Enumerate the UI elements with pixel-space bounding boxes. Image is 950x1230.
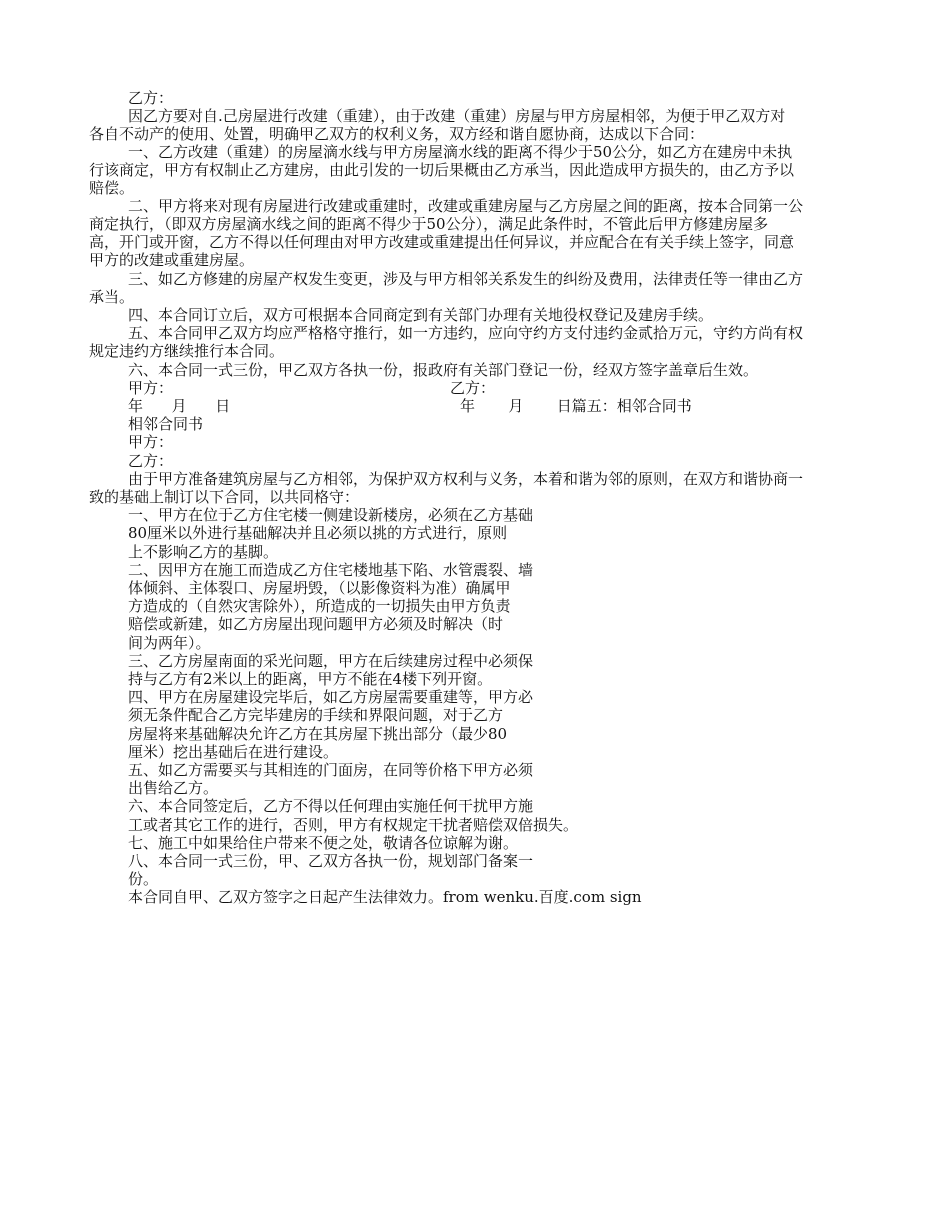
preamble-line-2: 各自不动产的使用、处置，明确甲乙双方的权利义务，双方经和谐自愿协商，达成以下合同：: [89, 125, 705, 143]
party-a-label: 甲方：: [128, 433, 174, 451]
intro-line-2: 致的基础上制订以下合同，以共同格守：: [89, 488, 360, 506]
clause-2-line-2: 商定执行，（即双方房屋滴水线之间的距离不得少于50公分），满足此条件时，不管此后甲方修建房屋多: [89, 215, 769, 233]
party-b-label-2: 乙方：: [128, 452, 174, 470]
term-2-line-1: 二、因甲方在施工而造成乙方住宅楼地基下陷、水管震裂、墙: [128, 561, 534, 579]
clause-5-line-1: 五、本合同甲乙双方均应严格格守推行，如一方违约，应向守约方支付违约金贰拾万元，守约方尚有权: [128, 324, 804, 342]
term-1-line-3: 上不影响乙方的基脚。: [128, 543, 279, 561]
term-8-line-1: 八、本合同一式三份，甲、乙双方各执一份，规划部门备案一: [128, 852, 534, 870]
term-4-line-3: 房屋将来基础解决允许乙方在其房屋下挑出部分（最少80: [128, 725, 508, 743]
term-2-line-3: 方造成的（自然灾害除外），所造成的一切损失由甲方负责: [128, 597, 511, 615]
clause-3-line-2: 承当。: [89, 288, 135, 306]
term-3-line-2: 持与乙方有2米以上的距离，甲方不能在4楼下列开窗。: [128, 670, 493, 688]
signature-date-a: 年 月 日: [128, 397, 231, 415]
clause-1-line-1: 一、乙方改建（重建）的房屋滴水线与甲方房屋滴水线的距离不得少于50公分，如乙方在建房中未执: [128, 143, 793, 161]
clause-1-line-3: 赔偿。: [89, 179, 135, 197]
term-5-line-2: 出售给乙方。: [128, 779, 219, 797]
closing-line: 本合同自甲、乙双方签字之日起产生法律效力。from wenku.百度.com sign: [128, 888, 642, 906]
term-4-line-2: 须无条件配合乙方完毕建房的手续和界限问题，对于乙方: [128, 706, 504, 724]
term-6-line-2: 工或者其它工作的进行，否则，甲方有权规定干扰者赔偿双倍损失。: [128, 816, 579, 834]
term-3-line-1: 三、乙方房屋南面的采光问题，甲方在后续建房过程中必须保: [128, 652, 534, 670]
term-1-line-2: 80厘米以外进行基础解决并且必须以挑的方式进行，原则: [128, 524, 508, 542]
term-1-line-1: 一、甲方在位于乙方住宅楼一侧建设新楼房，必须在乙方基础: [128, 506, 534, 524]
clause-3-line-1: 三、如乙方修建的房屋产权发生变更，涉及与甲方相邻关系发生的纠纷及费用，法律责任等一律由乙方: [128, 270, 804, 288]
signature-date-b: 年 月 日篇五：相邻合同书: [460, 397, 692, 415]
clause-2-line-4: 甲方的改建或重建房屋。: [89, 251, 255, 269]
intro-line-1: 由于甲方准备建筑房屋与乙方相邻，为保护双方权利与义务，本着和谐为邻的原则，在双方和谐协商一: [128, 470, 804, 488]
term-6-line-1: 六、本合同签定后，乙方不得以任何理由实施任何干扰甲方施: [128, 797, 534, 815]
term-7-line-1: 七、施工中如果给住户带来不便之处，敬请各位谅解为谢。: [128, 834, 519, 852]
term-8-line-2: 份。: [128, 870, 159, 888]
clause-2-line-1: 二、甲方将来对现有房屋进行改建或重建时，改建或重建房屋与乙方房屋之间的距离，按本合同第一公: [128, 197, 804, 215]
term-2-line-5: 间为两年）。: [128, 634, 211, 652]
term-5-line-1: 五、如乙方需要买与其相连的门面房，在同等价格下甲方必须: [128, 761, 534, 779]
clause-2-line-3: 高，开门或开窗，乙方不得以任何理由对甲方改建或重建提出任何异议，并应配合在有关手续上签字，同意: [89, 233, 795, 251]
term-4-line-1: 四、甲方在房屋建设完毕后，如乙方房屋需要重建等，甲方必: [128, 688, 534, 706]
clause-1-line-2: 行该商定，甲方有权制止乙方建房，由此引发的一切后果概由乙方承当，因此造成甲方损失的，由乙方予以: [89, 161, 795, 179]
section-title: 相邻合同书: [128, 415, 204, 433]
term-2-line-4: 赔偿或新建，如乙方房屋出现问题甲方必须及时解决（时: [128, 615, 504, 633]
clause-5-line-2: 规定违约方继续推行本合同。: [89, 342, 285, 360]
party-b-label: 乙方：: [128, 89, 174, 107]
signature-party-a: 甲方：: [128, 379, 174, 397]
term-2-line-2: 体倾斜、主体裂口、房屋坍毁，（以影像资料为准）确属甲: [128, 579, 511, 597]
clause-4-line-1: 四、本合同订立后，双方可根据本合同商定到有关部门办理有关地役权登记及建房手续。: [128, 306, 714, 324]
clause-6-line-1: 六、本合同一式三份，甲乙双方各执一份，报政府有关部门登记一份，经双方签字盖章后生效。: [128, 361, 759, 379]
term-4-line-4: 厘米）挖出基础后在进行建设。: [128, 743, 339, 761]
preamble-line-1: 因乙方要对自.己房屋进行改建（重建），由于改建（重建）房屋与甲方房屋相邻，为便于甲乙双方对: [128, 107, 786, 125]
signature-party-b: 乙方：: [450, 379, 496, 397]
